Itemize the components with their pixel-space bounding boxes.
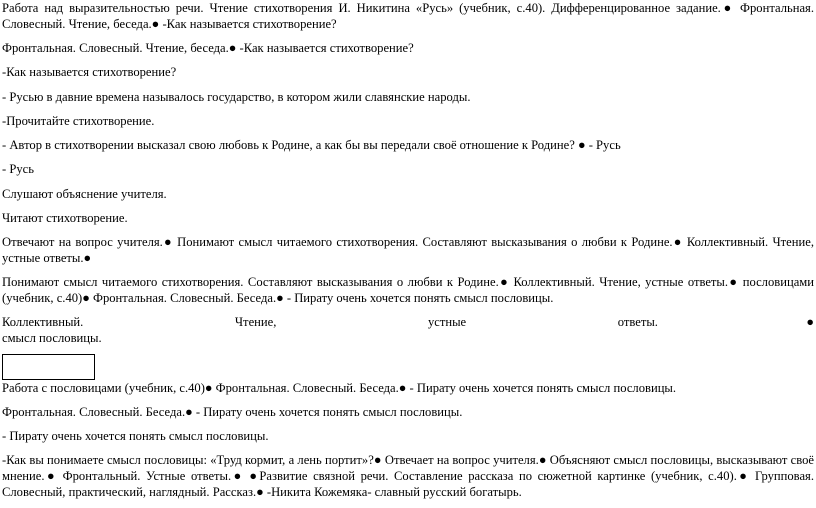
paragraph-10: Отвечают на вопрос учителя.● Понимают смысл читаемого стихотворения. Составляют высказывания о любви к Родине.● Коллективный. Чтение, устные ответы.● <box>2 235 814 265</box>
paragraph-14: Фронтальная. Словесный. Беседа.● - Пирату очень хочется понять смысл пословицы. <box>2 405 463 419</box>
paragraph-12-word-4: ответы.● <box>617 315 814 329</box>
paragraph-7: - Русь <box>2 162 34 176</box>
paragraph-2: Фронтальная. Словесный. Чтение, беседа.● -Как называется стихотворение? <box>2 41 414 55</box>
paragraph-15: - Пирату очень хочется понять смысл пословицы. <box>2 429 269 443</box>
paragraph-4: - Русью в давние времена называлось государство, в котором жили славянские народы. <box>2 90 471 104</box>
paragraph-13: Работа с пословицами (учебник, с.40)● Фронтальная. Словесный. Беседа.● - Пирату очень хочется понять смысл пословицы. <box>2 381 677 395</box>
paragraph-9: Читают стихотворение. <box>2 211 128 225</box>
paragraph-12-word-1: Коллективный. <box>2 315 84 329</box>
paragraph-1: Работа над выразительностью речи. Чтение стихотворения И. Никитина «Русь» (учебник, с.40). Дифференцированное задание.● Фронтальная. Словесный. Чтение, беседа.● -Как называется стихотворение? <box>2 1 814 31</box>
paragraph-3: -Как называется стихотворение? <box>2 65 177 79</box>
paragraph-11: Понимают смысл читаемого стихотворения. Составляют высказывания о любви к Родине.● Коллективный. Чтение, устные ответы.● пословицами (учебник, с.40)● Фронтальная. Словесный. Беседа.● - Пирату очень хочется понять смысл пословицы. <box>2 275 814 305</box>
empty-frame <box>2 354 95 380</box>
paragraph-12 <box>2 314 814 346</box>
paragraph-12-word-3: устные <box>427 315 467 329</box>
paragraph-16: -Как вы понимаете смысл пословицы: «Труд кормит, а лень портит»?● Отвечает на вопрос учителя.● Объясняют смысл пословицы, высказывают своё мнение.● Фронтальный. Устные ответы.● ●Развитие связной речи. Составление рассказа по сюжетной картинке (учебник, с.40).● Групповая. Словесный, практический, наглядный. Рассказ.● -Никита Кожемяка- славный русский богатырь. <box>2 453 814 499</box>
paragraph-12-word-2: Чтение, <box>234 315 277 329</box>
paragraph-12-line-1 <box>2 314 814 330</box>
paragraph-12-line-2: смысл пословицы. <box>2 331 102 345</box>
paragraph-8: Слушают объяснение учителя. <box>2 187 167 201</box>
paragraph-6: - Автор в стихотворении высказал свою любовь к Родине, а как бы вы передали своё отношение к Родине? ● - Русь <box>2 138 621 152</box>
paragraph-5: -Прочитайте стихотворение. <box>2 114 155 128</box>
